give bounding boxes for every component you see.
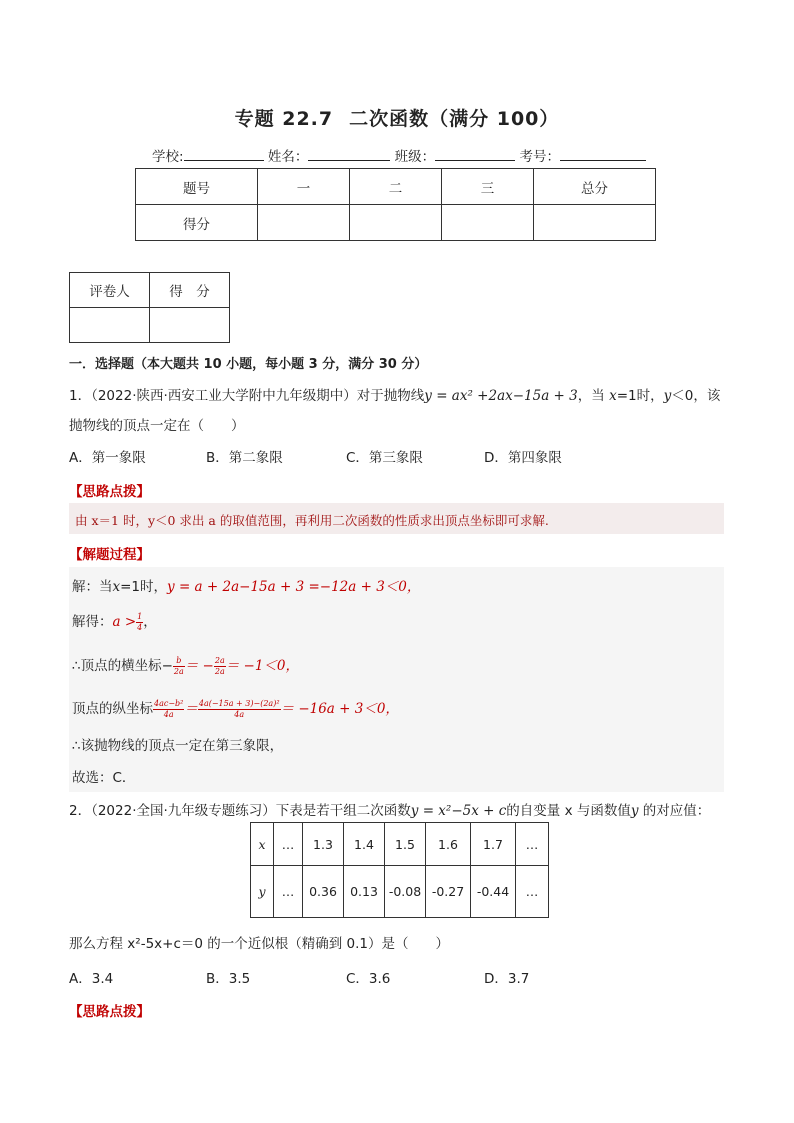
grader-cell[interactable] <box>150 308 230 343</box>
score-cell[interactable] <box>258 205 350 241</box>
grader-header-cell: 得 分 <box>150 273 230 308</box>
q1-option-c[interactable]: C．第三象限 <box>346 450 423 466</box>
table-cell: 1.7 <box>471 823 516 866</box>
frac-numerator: b <box>173 656 185 667</box>
sol-fraction <box>153 699 184 720</box>
frac-numerator: 4a(−15a + 3)−(2a)² <box>198 698 280 708</box>
score-header-cell: 三 <box>442 169 534 205</box>
frac-denominator: 2a <box>173 666 184 676</box>
grader-row <box>70 308 230 343</box>
name-label: 姓名： <box>267 149 309 165</box>
sol-fraction <box>198 699 281 720</box>
q1-solution-box <box>69 567 724 792</box>
sol-fraction <box>173 656 185 677</box>
table-cell: … <box>274 823 303 866</box>
q1-equation: y = ax² +2ax−15a + 3 <box>424 388 578 404</box>
grader-cell[interactable] <box>70 308 150 343</box>
question-2-stem <box>69 799 710 819</box>
table-cell: y <box>251 866 274 918</box>
name-blank[interactable] <box>308 146 390 161</box>
q1-text-a: 1．（2022·陕西·西安工业大学附中九年级期中）对于抛物线 <box>69 388 425 404</box>
table-cell: 0.36 <box>303 866 344 918</box>
q2-equation: y = x²−5x + c <box>410 803 507 819</box>
q2-option-b[interactable]: B．3.5 <box>206 971 251 987</box>
q1-option-d[interactable]: D．第四象限 <box>484 450 562 466</box>
q2-text-a: 2．（2022·全国·九年级专题练习）下表是若干组二次函数 <box>69 803 411 819</box>
sol-inequality: a > <box>112 614 137 630</box>
question-2-options <box>69 967 529 987</box>
sol-equation: ＝ <box>184 701 198 717</box>
sol-equation: ＝ −16a + 3＜0， <box>280 701 399 717</box>
q2-option-a[interactable]: A．3.4 <box>69 971 114 987</box>
table-cell: -0.08 <box>385 866 426 918</box>
frac-denominator: 4 <box>137 622 143 632</box>
sol-var: x <box>112 579 121 595</box>
q1-option-b[interactable]: B．第二象限 <box>206 450 283 466</box>
grader-table <box>69 272 230 343</box>
q2-table-row-x <box>251 823 549 866</box>
table-cell: 1.5 <box>385 823 426 866</box>
frac-denominator: 4a <box>163 709 174 719</box>
score-table-row <box>136 205 656 241</box>
sol-equation: ＝ −1＜0， <box>225 658 300 674</box>
q1-cond-eq: =1时， <box>616 388 664 404</box>
table-cell: … <box>516 866 549 918</box>
score-header-cell: 总分 <box>534 169 656 205</box>
question-1-stem-line2: 抛物线的顶点一定在（ ） <box>69 418 245 434</box>
frac-numerator: 1 <box>137 611 143 621</box>
sol-text: ∴顶点的横坐标− <box>72 658 173 674</box>
question-1-options <box>69 446 562 466</box>
q1-hint-box <box>69 503 724 534</box>
sol-text: =1时， <box>120 579 168 595</box>
solution-line-2 <box>72 610 157 633</box>
school-label: 学校: <box>152 149 184 165</box>
q2-table-row-y <box>251 866 549 918</box>
question-2-stem-line2: 那么方程 x²-5x+c＝0 的一个近似根（精确到 0.1）是（ ） <box>69 936 450 952</box>
sol-text: 解：当 <box>72 579 113 595</box>
solution-line-3 <box>72 654 299 677</box>
exam-no-blank[interactable] <box>560 146 646 161</box>
sol-equation: y = a + 2a−15a + 3 =−12a + 3＜0， <box>167 579 421 595</box>
q2-text-c: 的对应值： <box>638 803 711 819</box>
score-cell[interactable] <box>534 205 656 241</box>
frac-numerator: 4ac−b² <box>154 698 184 708</box>
table-cell: -0.44 <box>471 866 516 918</box>
score-cell[interactable] <box>442 205 534 241</box>
class-blank[interactable] <box>435 146 515 161</box>
frac-denominator: 2a <box>214 666 225 676</box>
table-cell: 1.4 <box>344 823 385 866</box>
solution-line-5: ∴该抛物线的顶点一定在第三象限， <box>72 738 284 754</box>
sol-text: 解得： <box>72 614 113 630</box>
table-cell: 1.6 <box>426 823 471 866</box>
solution-line-1 <box>72 575 420 595</box>
solution-line-4 <box>72 697 399 720</box>
table-cell: 1.3 <box>303 823 344 866</box>
page-title <box>0 104 794 131</box>
q2-y: y <box>630 803 639 819</box>
table-cell: -0.27 <box>426 866 471 918</box>
exam-no-label: 考号： <box>519 149 560 165</box>
score-table-header-row <box>136 169 656 205</box>
q1-cond-x: x <box>609 388 617 404</box>
q1-solution-tag: 【解题过程】 <box>69 547 150 563</box>
q1-cond-y: y <box>663 388 672 404</box>
sol-text: 顶点的纵坐标 <box>72 701 153 717</box>
q1-hint-tag: 【思路点拨】 <box>69 484 150 500</box>
table-cell: … <box>516 823 549 866</box>
score-row-label: 得分 <box>136 205 258 241</box>
sol-equation: ＝ − <box>184 658 214 674</box>
table-cell: 0.13 <box>344 866 385 918</box>
grader-header-cell: 评卷人 <box>70 273 150 308</box>
q1-option-a[interactable]: A．第一象限 <box>69 450 146 466</box>
class-label: 班级： <box>394 149 436 165</box>
student-info-line <box>152 145 646 165</box>
title-prefix: 专题 22.7 <box>234 108 334 130</box>
q1-hint-text: 由 x＝1 时，y＜0 求出 a 的取值范围，再利用二次函数的性质求出顶点坐标即可求解. <box>75 513 549 528</box>
grader-header-row <box>70 273 230 308</box>
table-cell: … <box>274 866 303 918</box>
section-heading: 一．选择题（本大题共 10 小题，每小题 3 分，满分 30 分） <box>69 357 428 372</box>
school-blank[interactable] <box>184 146 264 161</box>
question-1-stem <box>69 384 720 404</box>
score-cell[interactable] <box>350 205 442 241</box>
q2-hint-tag: 【思路点拨】 <box>69 1004 150 1020</box>
q1-cond-lt: ＜0，该 <box>671 388 721 404</box>
frac-numerator: 2a <box>214 655 225 665</box>
q2-option-d[interactable]: D．3.7 <box>484 971 530 987</box>
q2-value-table <box>250 822 549 918</box>
score-header-cell: 题号 <box>136 169 258 205</box>
sol-text: ， <box>143 614 157 630</box>
frac-denominator: 4a <box>234 709 245 719</box>
score-header-cell: 二 <box>350 169 442 205</box>
solution-line-6: 故选：C． <box>72 770 136 786</box>
q2-text-b: 的自变量 x 与函数值 <box>506 803 631 819</box>
score-header-cell: 一 <box>258 169 350 205</box>
title-main: 二次函数（满分 100） <box>349 108 560 130</box>
q1-text-b: ，当 <box>577 388 610 404</box>
sol-fraction <box>214 656 226 677</box>
score-table <box>135 168 656 241</box>
q2-option-c[interactable]: C．3.6 <box>346 971 391 987</box>
table-cell: x <box>251 823 274 866</box>
